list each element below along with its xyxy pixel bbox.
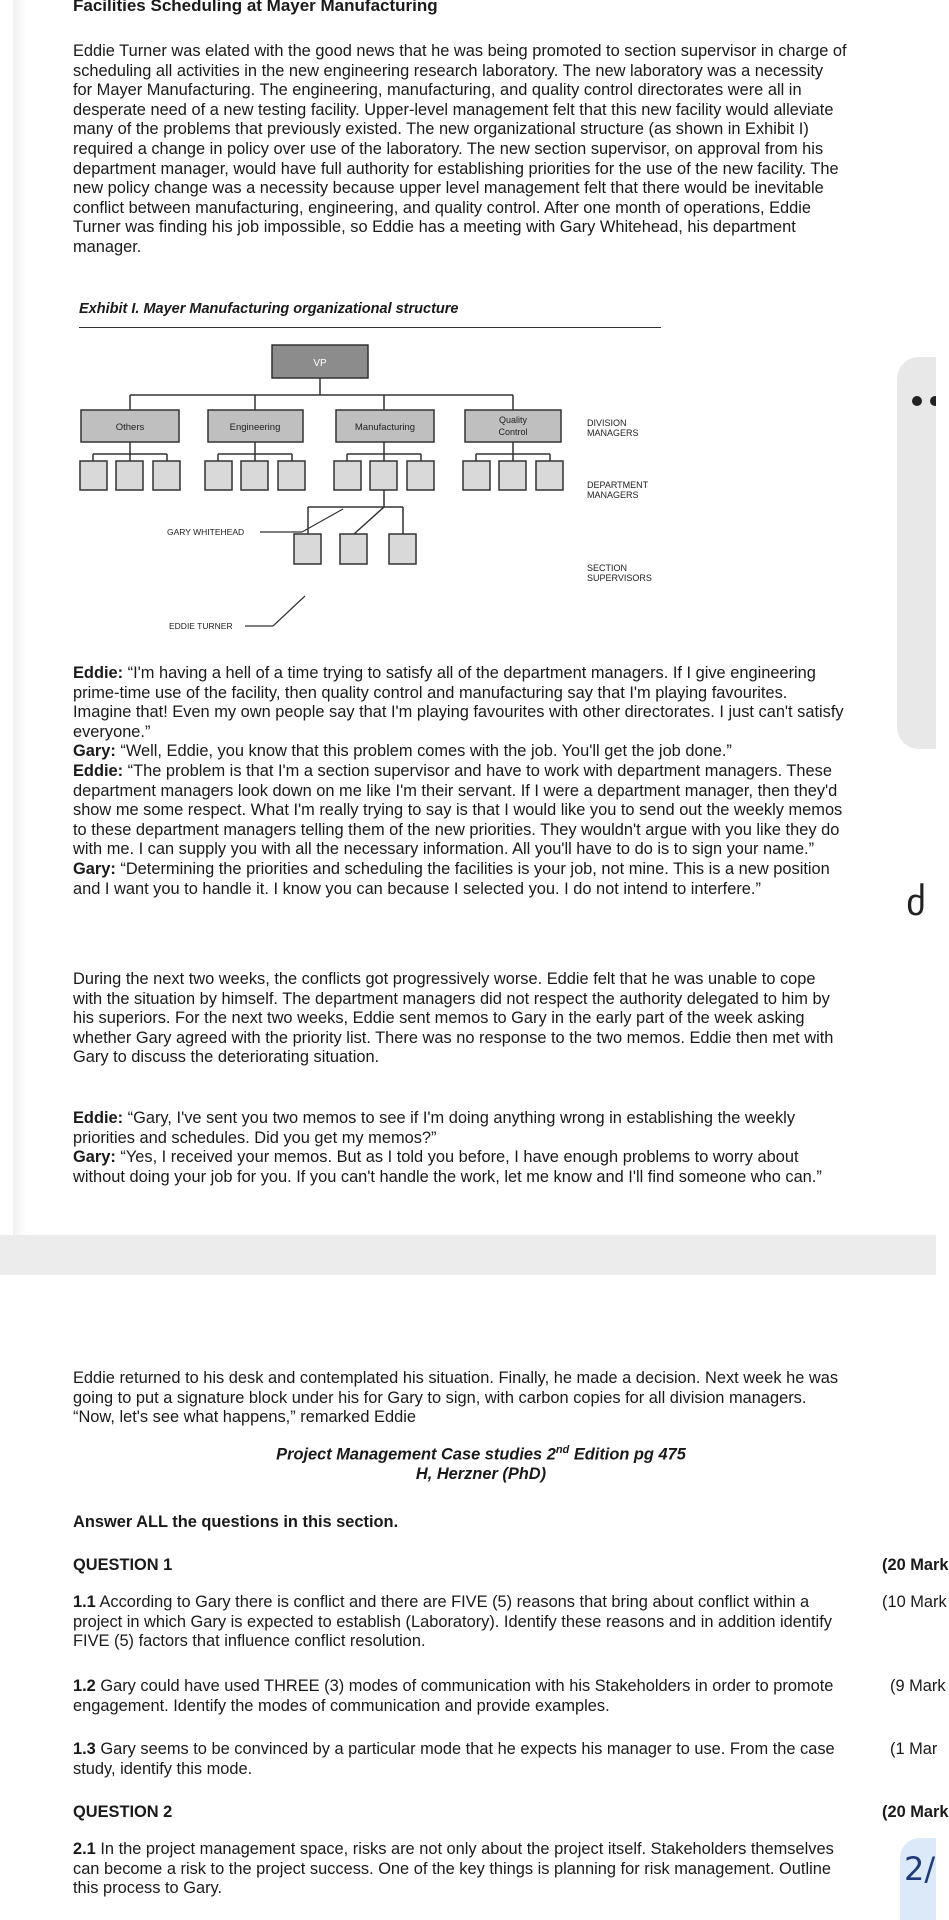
org-chart (73, 335, 673, 635)
level-label-department: DEPARTMENT (587, 480, 649, 490)
dialogue-line: Gary: “Yes, I received your memos. But as I told you before, I have enough problems to worry about (73, 1148, 799, 1167)
text-line: Imagine that! Even my own people say that I'm playing favourites with other directorates. I just can't satisfy (73, 703, 844, 722)
text-line: “Now, let's see what happens,” remarked Eddie (73, 1408, 416, 1427)
paragraph-decision (73, 1369, 858, 1428)
exhibit-title: Exhibit I. Mayer Manufacturing organizational structure (79, 301, 459, 317)
side-scroll-panel[interactable] (897, 357, 936, 749)
dialogue-line: Eddie: “The problem is that I'm a section supervisor and have to work with department managers. These (73, 761, 832, 780)
text-line: department manager, would have full authority for establishing priorities for the use of the new facility. The (73, 159, 839, 178)
text-line: whether Gary agreed with the priority list. There was no response to the two memos. Eddie then met with (73, 1028, 834, 1047)
text-line: Gary to discuss the deteriorating situation. (73, 1048, 380, 1067)
level-label-managers: MANAGERS (587, 428, 639, 438)
question-1-1-marks: (10 Mark (882, 1593, 947, 1611)
dept-manager-box (116, 461, 143, 490)
text-line: prime-time use of the facility, then quality control and manufacturing say that I'm playing favourites. (73, 683, 788, 702)
text-line: During the next two weeks, the conflicts got progressively worse. Eddie felt that he was unable to cope (73, 970, 816, 988)
text-line: desperate need of a new testing facility. Upper-level management felt that this new facility would alleviate (73, 100, 834, 119)
text-line: and I want you to handle it. I know you can because I selected you. I do not intend to interfere.” (73, 879, 761, 898)
text-line: priorities and schedules. Did you get my memos?” (73, 1128, 437, 1147)
source-citation: Project Management Case studies 2nd Edition pg 475 (276, 1444, 686, 1464)
text-line: conflict between manufacturing, engineering, and quality control. After one month of operations, Eddie (73, 198, 812, 217)
text-line: many of the problems that previously existed. The new organizational structure (as shown in Exhibit I) (73, 120, 809, 139)
level-label-supervisors: SUPERVISORS (587, 573, 652, 583)
paragraph-two-weeks (73, 970, 858, 1068)
page-gap (0, 1235, 936, 1275)
intro-paragraph (73, 42, 858, 258)
question-1-3: 1.3 Gary seems to be convinced by a particular mode that he expects his manager to use. From the case study, identify this mode. (73, 1740, 835, 1778)
document-page-2 (13, 1275, 949, 1920)
dept-manager-box (241, 461, 268, 490)
dept-manager-box (499, 461, 526, 490)
dialogue-line: Gary: “Determining the priorities and scheduling the facilities is your job, not mine. This is a new position (73, 859, 830, 878)
floating-annotation-button[interactable] (900, 1838, 936, 1920)
instructions: Answer ALL the questions in this section. (73, 1513, 399, 1531)
question-2-title: QUESTION 2 (73, 1803, 173, 1821)
eddie-turner-label: EDDIE TURNER (169, 621, 233, 631)
page-edge (13, 0, 26, 1235)
text-line: Eddie Turner was elated with the good news that he was being promoted to section supervisor in charge of (73, 42, 847, 60)
division-label-quality: Quality (498, 415, 528, 425)
division-label-others: Others (115, 422, 145, 433)
text-line: with me. I can supply you with all the necessary information. All you'll have to do is to sign your name.” (73, 840, 815, 859)
text-line: going to put a signature block under his for Gary to sign, with carbon copies for all division managers. (73, 1388, 807, 1407)
vp-label: VP (313, 358, 327, 369)
gary-whitehead-label: GARY WHITEHEAD (167, 527, 245, 537)
level-label-section: SECTION (587, 563, 628, 573)
dialogue-section-1 (73, 664, 858, 899)
dept-manager-box-gary (334, 461, 361, 490)
text-line: to these department managers telling them of the new priorities. They wouldn't argue with you like they do (73, 820, 840, 839)
text-line: with the situation by himself. The department managers did not respect the authority delegated to him by (73, 989, 830, 1008)
division-label-control: Control (498, 427, 528, 437)
text-line: department managers look down on me like I'm their servant. If I were a department manager, then they'd (73, 781, 838, 800)
division-label-manufacturing: Manufacturing (354, 422, 416, 433)
text-line: everyone.” (73, 722, 151, 741)
dept-manager-box (370, 461, 397, 490)
question-1-title: QUESTION 1 (73, 1556, 173, 1574)
document-page-1 (13, 0, 936, 1235)
dialogue-section-2 (73, 1109, 858, 1187)
exhibit-rule (79, 327, 661, 328)
source-author: H, Herzner (PhD) (415, 1465, 547, 1483)
question-2-marks: (20 Mark (882, 1803, 949, 1821)
section-supervisor-box (389, 534, 416, 564)
text-line: show me some respect. What I'm really trying to say is that I would like you to send out the weekly memos (73, 801, 843, 820)
division-label-engineering: Engineering (229, 422, 281, 433)
question-1-2: 1.2 Gary could have used THREE (3) modes of communication with his Stakeholders in order to promote engagement. Identify the modes of communication and provide examples. (73, 1677, 834, 1715)
text-line: manager. (73, 237, 142, 256)
case-title: Facilities Scheduling at Mayer Manufacturing (73, 0, 438, 15)
handwritten-annotation: ძ (906, 880, 926, 924)
text-line: Turner was finding his job impossible, so Eddie has a meeting with Gary Whitehead, his department (73, 218, 796, 237)
dept-manager-box (536, 461, 563, 490)
pen-icon: 2/ (904, 1850, 936, 1888)
text-line: his superiors. For the next two weeks, Eddie sent memos to Gary in the early part of the week asking (73, 1009, 805, 1028)
dept-manager-box (80, 461, 107, 490)
text-line: scheduling all activities in the new engineering research laboratory. The new laboratory was a necessity (73, 61, 824, 80)
dialogue-line: Gary: “Well, Eddie, you know that this problem comes with the job. You'll get the job done.” (73, 742, 732, 761)
section-supervisor-box (340, 534, 367, 564)
question-1-marks: (20 Mark (882, 1556, 949, 1574)
level-label-division: DIVISION (587, 418, 627, 428)
question-1-1: 1.1 According to Gary there is conflict and there are FIVE (5) reasons that bring about conflict within a project in which Gary is expected to establish (Laboratory). Identify these reasons and in addition identify FIVE (5) factors that influence conflict resolution. (73, 1593, 832, 1651)
text-line: for Mayer Manufacturing. The engineering, manufacturing, and quality control directorates were all in (73, 81, 802, 100)
question-1-2-marks: (9 Mark (890, 1677, 946, 1695)
text-line: without doing your job for you. If you can't handle the work, let me know and I'll find someone who can.” (73, 1167, 822, 1186)
dept-manager-box (407, 461, 434, 490)
question-1-3-marks: (1 Mar (890, 1740, 938, 1758)
section-supervisor-box-eddie (294, 534, 321, 564)
indicator-dot (912, 396, 922, 406)
dept-manager-box (463, 461, 490, 490)
dept-manager-box (205, 461, 232, 490)
dialogue-line: Eddie: “I'm having a hell of a time trying to satisfy all of the department managers. If I give engineering (73, 664, 816, 682)
indicator-dot (930, 396, 936, 406)
dept-manager-box (153, 461, 180, 490)
text-line: required a change in policy over use of the laboratory. The new section supervisor, on approval from his (73, 139, 824, 158)
text-line: Eddie returned to his desk and contemplated his situation. Finally, he made a decision. Next week he was (73, 1369, 839, 1387)
level-label-dept-managers: MANAGERS (587, 490, 639, 500)
dept-manager-box (278, 461, 305, 490)
question-2-1: 2.1 In the project management space, risks are not only about the project itself. Stakeholders themselves can become a risk to the project success. One of the key things is planning for risk management. Outline this process to Gary. (73, 1840, 834, 1898)
text-line: new policy change was a necessity because upper level management felt that there would be inevitable (73, 179, 824, 198)
dialogue-line: Eddie: “Gary, I've sent you two memos to see if I'm doing anything wrong in establishing the weekly (73, 1109, 796, 1127)
